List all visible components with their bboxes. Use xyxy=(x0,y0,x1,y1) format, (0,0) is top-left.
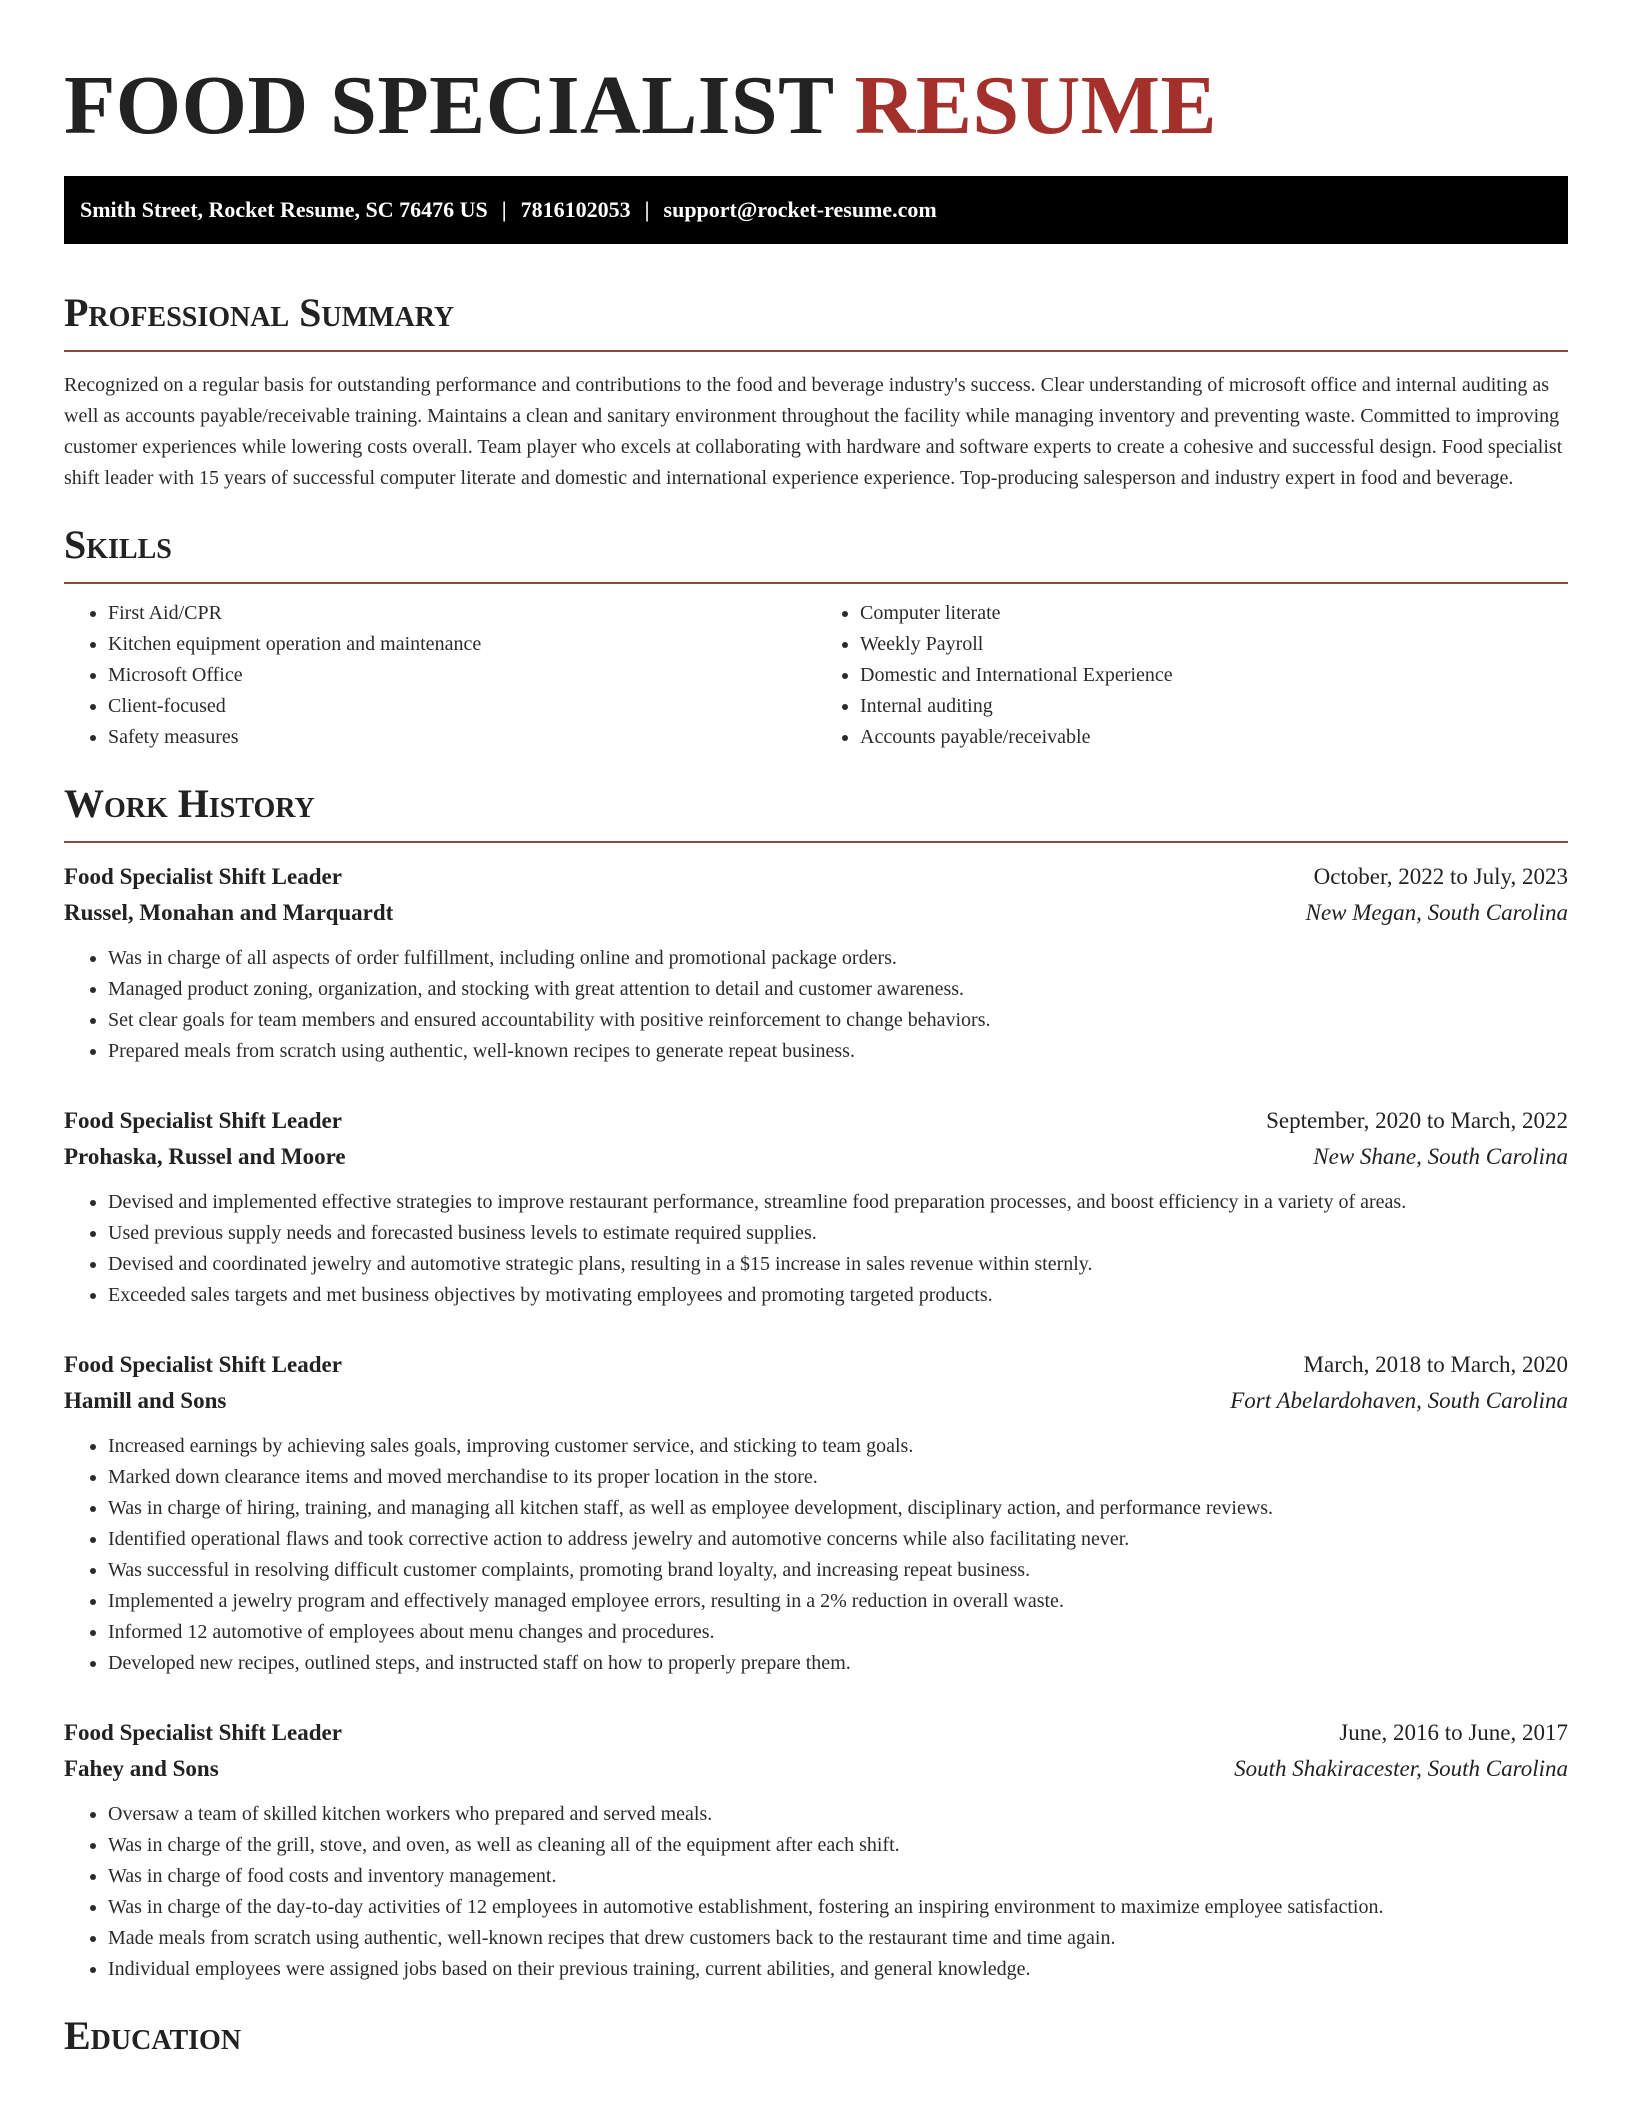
job-bullet: • Set clear goals for team members and ensured accountability with positive reinforcement to change behaviors. xyxy=(108,1005,1568,1036)
job-dates: June, 2016 to June, 2017 xyxy=(1339,1720,1568,1745)
title-accent: RESUME xyxy=(854,59,1218,152)
job-entry xyxy=(64,1715,1568,1985)
job-subheader xyxy=(64,1751,1568,1787)
skill-item: • Kitchen equipment operation and maintenance xyxy=(108,629,816,660)
job-bullets xyxy=(64,1431,1568,1679)
job-bullet: • Informed 12 automotive of employees about menu changes and procedures. xyxy=(108,1617,1568,1648)
education-heading: Education xyxy=(64,2013,242,2058)
section-divider xyxy=(64,841,1568,843)
contact-address: Smith Street, Rocket Resume, SC 76476 US xyxy=(80,197,488,222)
resume-title xyxy=(64,0,1568,166)
section-divider xyxy=(64,582,1568,584)
work-history-section xyxy=(64,779,1568,1985)
job-subheader xyxy=(64,895,1568,931)
job-company: Hamill and Sons xyxy=(64,1388,227,1413)
skills-heading: Skills xyxy=(64,522,172,567)
skill-item: • Weekly Payroll xyxy=(860,629,1568,660)
job-bullet: • Oversaw a team of skilled kitchen workers who prepared and served meals. xyxy=(108,1799,1568,1830)
title-main: FOOD SPECIALIST xyxy=(64,59,834,152)
job-bullet: • Was in charge of the grill, stove, and oven, as well as cleaning all of the equipment after each shift. xyxy=(108,1830,1568,1861)
job-bullet: • Was successful in resolving difficult customer complaints, promoting brand loyalty, and increasing repeat business. xyxy=(108,1555,1568,1586)
job-entry xyxy=(64,1103,1568,1311)
job-bullet: • Identified operational flaws and took corrective action to address jewelry and automotive concerns while also facilitating never. xyxy=(108,1524,1568,1555)
job-dates: October, 2022 to July, 2023 xyxy=(1313,864,1568,889)
job-entry xyxy=(64,859,1568,1067)
job-bullet: • Made meals from scratch using authentic, well-known recipes that drew customers back to the restaurant time and time again. xyxy=(108,1923,1568,1954)
education-section xyxy=(64,2011,1568,2061)
section-divider xyxy=(64,350,1568,352)
contact-email: support@rocket-resume.com xyxy=(663,197,937,222)
job-subheader xyxy=(64,1139,1568,1175)
job-bullet: • Individual employees were assigned jobs based on their previous training, current abilities, and general knowledge. xyxy=(108,1954,1568,1985)
job-bullet: • Was in charge of all aspects of order fulfillment, including online and promotional package orders. xyxy=(108,943,1568,974)
job-bullet: • Increased earnings by achieving sales goals, improving customer service, and sticking to team goals. xyxy=(108,1431,1568,1462)
skills-list xyxy=(64,598,1568,753)
contact-separator: | xyxy=(501,197,507,222)
job-bullets xyxy=(64,1187,1568,1311)
job-bullet: • Devised and coordinated jewelry and automotive strategic plans, resulting in a $15 increase in sales revenue within sternly. xyxy=(108,1249,1568,1280)
job-title: Food Specialist Shift Leader xyxy=(64,1720,342,1745)
job-entry xyxy=(64,1347,1568,1679)
job-bullet: • Managed product zoning, organization, and stocking with great attention to detail and customer awareness. xyxy=(108,974,1568,1005)
work-history-heading: Work History xyxy=(64,781,315,826)
job-bullet: • Marked down clearance items and moved merchandise to its proper location in the store. xyxy=(108,1462,1568,1493)
contact-separator: | xyxy=(644,197,650,222)
skills-column-left xyxy=(64,598,816,753)
skills-column-right xyxy=(816,598,1568,753)
resume-page xyxy=(64,0,1568,2061)
job-bullets xyxy=(64,1799,1568,1985)
job-location: South Shakiracester, South Carolina xyxy=(1234,1756,1568,1781)
skill-item: • Domestic and International Experience xyxy=(860,660,1568,691)
skill-item: • Internal auditing xyxy=(860,691,1568,722)
skill-item: • Client-focused xyxy=(108,691,816,722)
job-bullet: • Devised and implemented effective strategies to improve restaurant performance, streamline food preparation processes, and boost efficiency in a variety of areas. xyxy=(108,1187,1568,1218)
skill-item: • Accounts payable/receivable xyxy=(860,722,1568,753)
job-title: Food Specialist Shift Leader xyxy=(64,1108,342,1133)
skills-section xyxy=(64,520,1568,753)
summary-section xyxy=(64,288,1568,494)
job-bullet: • Implemented a jewelry program and effectively managed employee errors, resulting in a 2% reduction in overall waste. xyxy=(108,1586,1568,1617)
job-location: Fort Abelardohaven, South Carolina xyxy=(1230,1388,1568,1413)
job-title: Food Specialist Shift Leader xyxy=(64,864,342,889)
job-subheader xyxy=(64,1383,1568,1419)
job-bullet: • Used previous supply needs and forecasted business levels to estimate required supplies. xyxy=(108,1218,1568,1249)
contact-phone: 7816102053 xyxy=(520,197,631,222)
job-bullet: • Prepared meals from scratch using authentic, well-known recipes to generate repeat business. xyxy=(108,1036,1568,1067)
job-bullet: • Developed new recipes, outlined steps, and instructed staff on how to properly prepare them. xyxy=(108,1648,1568,1679)
skill-item: • Safety measures xyxy=(108,722,816,753)
job-dates: March, 2018 to March, 2020 xyxy=(1303,1352,1568,1377)
job-location: New Megan, South Carolina xyxy=(1305,900,1568,925)
job-bullet: • Was in charge of the day-to-day activities of 12 employees in automotive establishment, fostering an inspiring environment to maximize employee satisfaction. xyxy=(108,1892,1568,1923)
job-company: Russel, Monahan and Marquardt xyxy=(64,900,394,925)
job-title: Food Specialist Shift Leader xyxy=(64,1352,342,1377)
skill-item: • First Aid/CPR xyxy=(108,598,816,629)
job-bullet: • Exceeded sales targets and met business objectives by motivating employees and promoting targeted products. xyxy=(108,1280,1568,1311)
job-bullets xyxy=(64,943,1568,1067)
job-header xyxy=(64,1715,1568,1751)
job-header xyxy=(64,1103,1568,1139)
job-bullet: • Was in charge of hiring, training, and managing all kitchen staff, as well as employee development, disciplinary action, and performance reviews. xyxy=(108,1493,1568,1524)
summary-heading: Professional Summary xyxy=(64,290,455,335)
skill-item: • Microsoft Office xyxy=(108,660,816,691)
job-bullet: • Was in charge of food costs and inventory management. xyxy=(108,1861,1568,1892)
contact-bar xyxy=(64,176,1568,244)
job-header xyxy=(64,1347,1568,1383)
job-company: Fahey and Sons xyxy=(64,1756,219,1781)
job-dates: September, 2020 to March, 2022 xyxy=(1266,1108,1568,1133)
job-location: New Shane, South Carolina xyxy=(1313,1144,1568,1169)
skill-item: • Computer literate xyxy=(860,598,1568,629)
job-header xyxy=(64,859,1568,895)
job-company: Prohaska, Russel and Moore xyxy=(64,1144,346,1169)
summary-text: Recognized on a regular basis for outstanding performance and contributions to the food and beverage industry's success. Clear understanding of microsoft office and internal auditing as well as accounts payable/receivable training. Maintains a clean and sanitary environment throughout the facility while managing inventory and preventing waste. Committed to improving customer experiences while lowering costs overall. Team player who excels at collaborating with hardware and software experts to create a cohesive and successful design. Food specialist shift leader with 15 years of successful computer literate and domestic and international experience experience. Top-producing salesperson and industry expert in food and beverage. xyxy=(64,374,1563,489)
